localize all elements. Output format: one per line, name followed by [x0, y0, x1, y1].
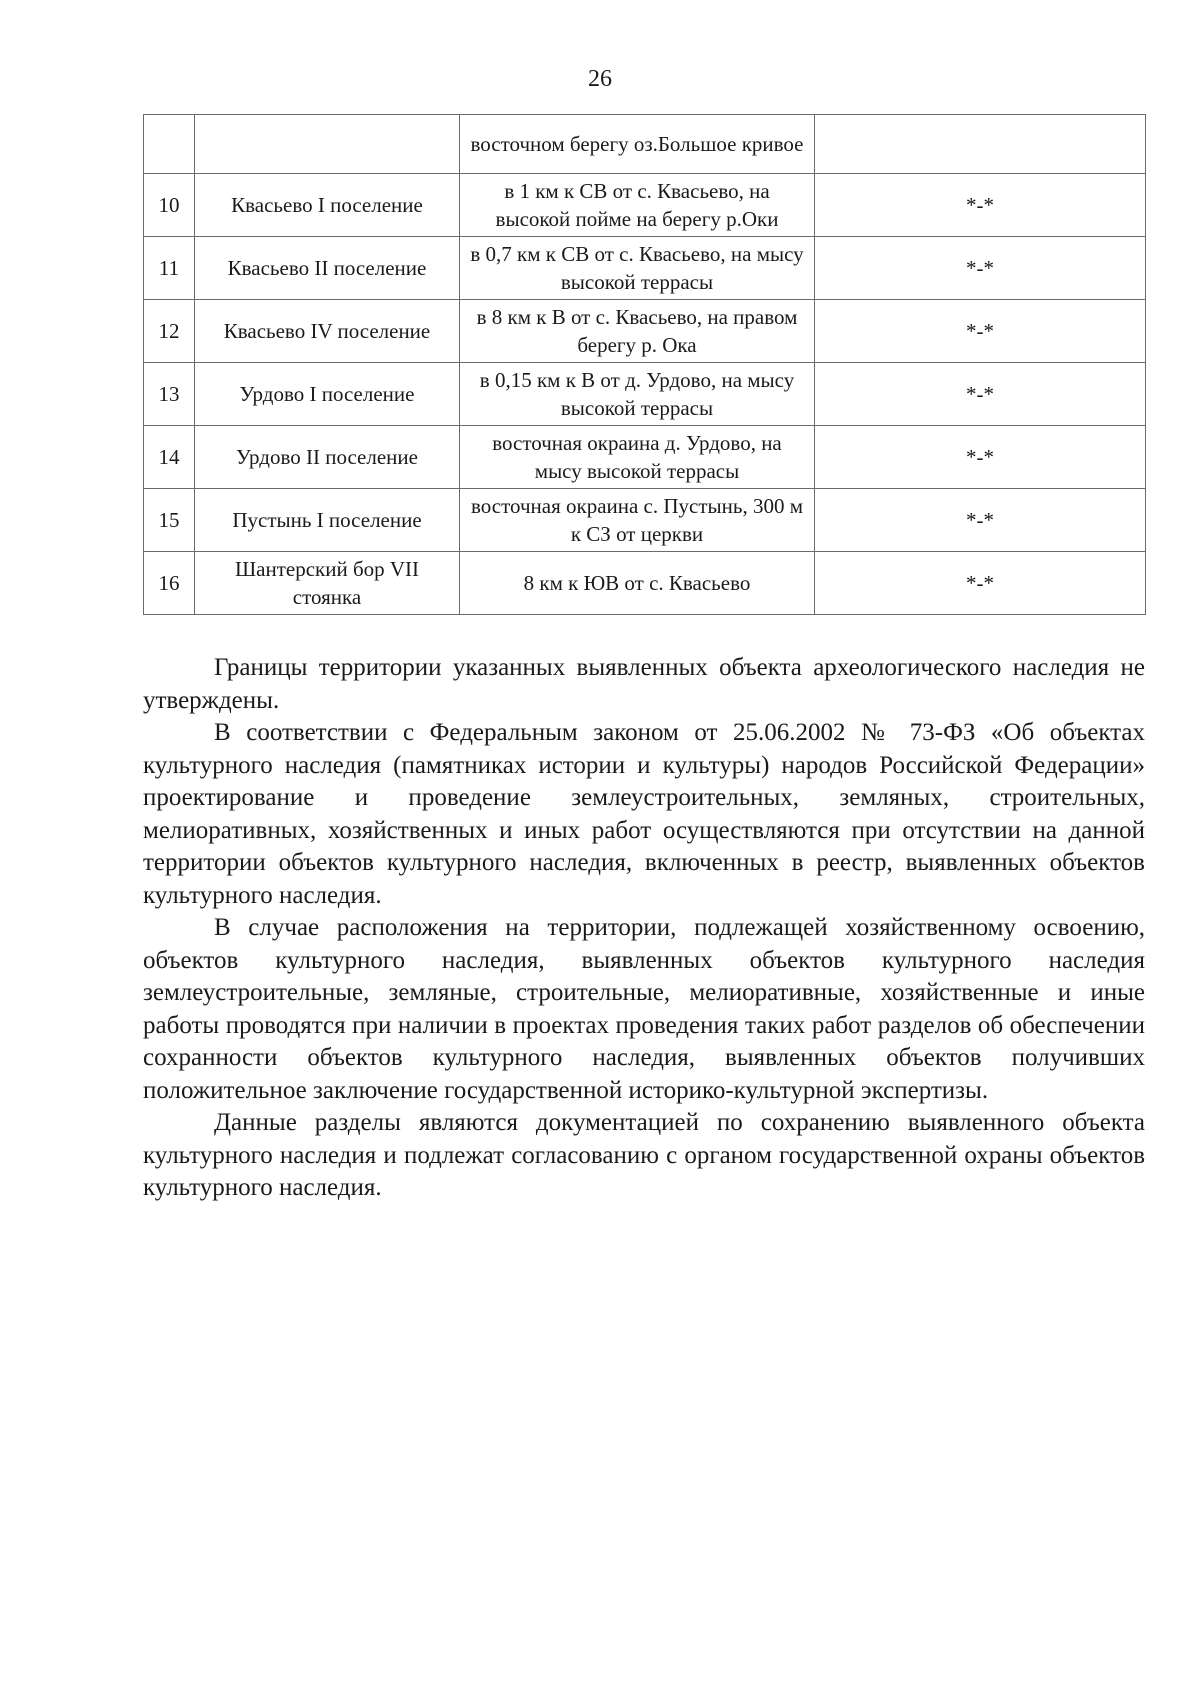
location-cell: в 0,7 км к СВ от с. Квасьево, на мысу высокой террасы: [460, 237, 815, 300]
page-number: 26: [588, 66, 612, 92]
status-cell: *-*: [815, 237, 1146, 300]
row-number-cell: 11: [144, 237, 195, 300]
status-cell: *-*: [815, 300, 1146, 363]
table-row: [144, 115, 1146, 174]
paragraph-federal-law: В соответствии с Федеральным законом от 25.06.2002 № 73-ФЗ «Об объектах культурного наследия (памятниках истории и культуры) народов Российской Федерации» проектирование и проведение землеустроительных, земляных, строительных, мелиоративных, хозяйственных и иных работ осуществляются при отсутствии на данной территории объектов культурного наследия, включенных в реестр, выявленных объектов культурного наследия.: [143, 719, 1145, 909]
table-row: [144, 174, 1146, 237]
status-cell: *-*: [815, 363, 1146, 426]
object-name-cell: Квасьево I поселение: [195, 174, 460, 237]
table-row: [144, 489, 1146, 552]
location-cell: восточном берегу оз.Большое кривое: [460, 115, 815, 174]
paragraph-boundaries: Границы территории указанных выявленных объекта археологического наследия не утверждены.: [143, 654, 1145, 714]
table-row: [144, 426, 1146, 489]
table-row: [144, 552, 1146, 615]
row-number-cell: 12: [144, 300, 195, 363]
object-name-cell: Урдово II поселение: [195, 426, 460, 489]
object-name-cell: [195, 115, 460, 174]
table-row: [144, 237, 1146, 300]
object-name-cell: Урдово I поселение: [195, 363, 460, 426]
row-number-cell: 15: [144, 489, 195, 552]
object-name-cell: Пустынь I поселение: [195, 489, 460, 552]
object-name-cell: Квасьево IV поселение: [195, 300, 460, 363]
location-cell: 8 км к ЮВ от с. Квасьево: [460, 552, 815, 615]
body-text: [143, 652, 1145, 1205]
table-row: [144, 300, 1146, 363]
status-cell: [815, 115, 1146, 174]
paragraph-documentation: Данные разделы являются документацией по сохранению выявленного объекта культурного наследия и подлежат согласованию с органом государственной охраны объектов культурного наследия.: [143, 1109, 1145, 1201]
location-cell: восточная окраина с. Пустынь, 300 м к СЗ от церкви: [460, 489, 815, 552]
row-number-cell: 14: [144, 426, 195, 489]
status-cell: *-*: [815, 174, 1146, 237]
location-cell: в 1 км к СВ от с. Квасьево, на высокой пойме на берегу р.Оки: [460, 174, 815, 237]
object-name-cell: Шантерский бор VII стоянка: [195, 552, 460, 615]
status-cell: *-*: [815, 489, 1146, 552]
row-number-cell: 10: [144, 174, 195, 237]
row-number-cell: [144, 115, 195, 174]
heritage-objects-table: [143, 114, 1146, 615]
location-cell: в 8 км к В от с. Квасьево, на правом берегу р. Ока: [460, 300, 815, 363]
status-cell: *-*: [815, 426, 1146, 489]
table-row: [144, 363, 1146, 426]
status-cell: *-*: [815, 552, 1146, 615]
location-cell: восточная окраина д. Урдово, на мысу высокой террасы: [460, 426, 815, 489]
paragraph-economic-development: В случае расположения на территории, подлежащей хозяйственному освоению, объектов культурного наследия, выявленных объектов культурного наследия землеустроительные, земляные, строительные, мелиоративные, хозяйственные и иные работы проводятся при наличии в проектах проведения таких работ разделов об обеспечении сохранности объектов культурного наследия, выявленных объектов получивших положительное заключение государственной историко-культурной экспертизы.: [143, 914, 1145, 1104]
row-number-cell: 13: [144, 363, 195, 426]
location-cell: в 0,15 км к В от д. Урдово, на мысу высокой террасы: [460, 363, 815, 426]
object-name-cell: Квасьево II поселение: [195, 237, 460, 300]
row-number-cell: 16: [144, 552, 195, 615]
